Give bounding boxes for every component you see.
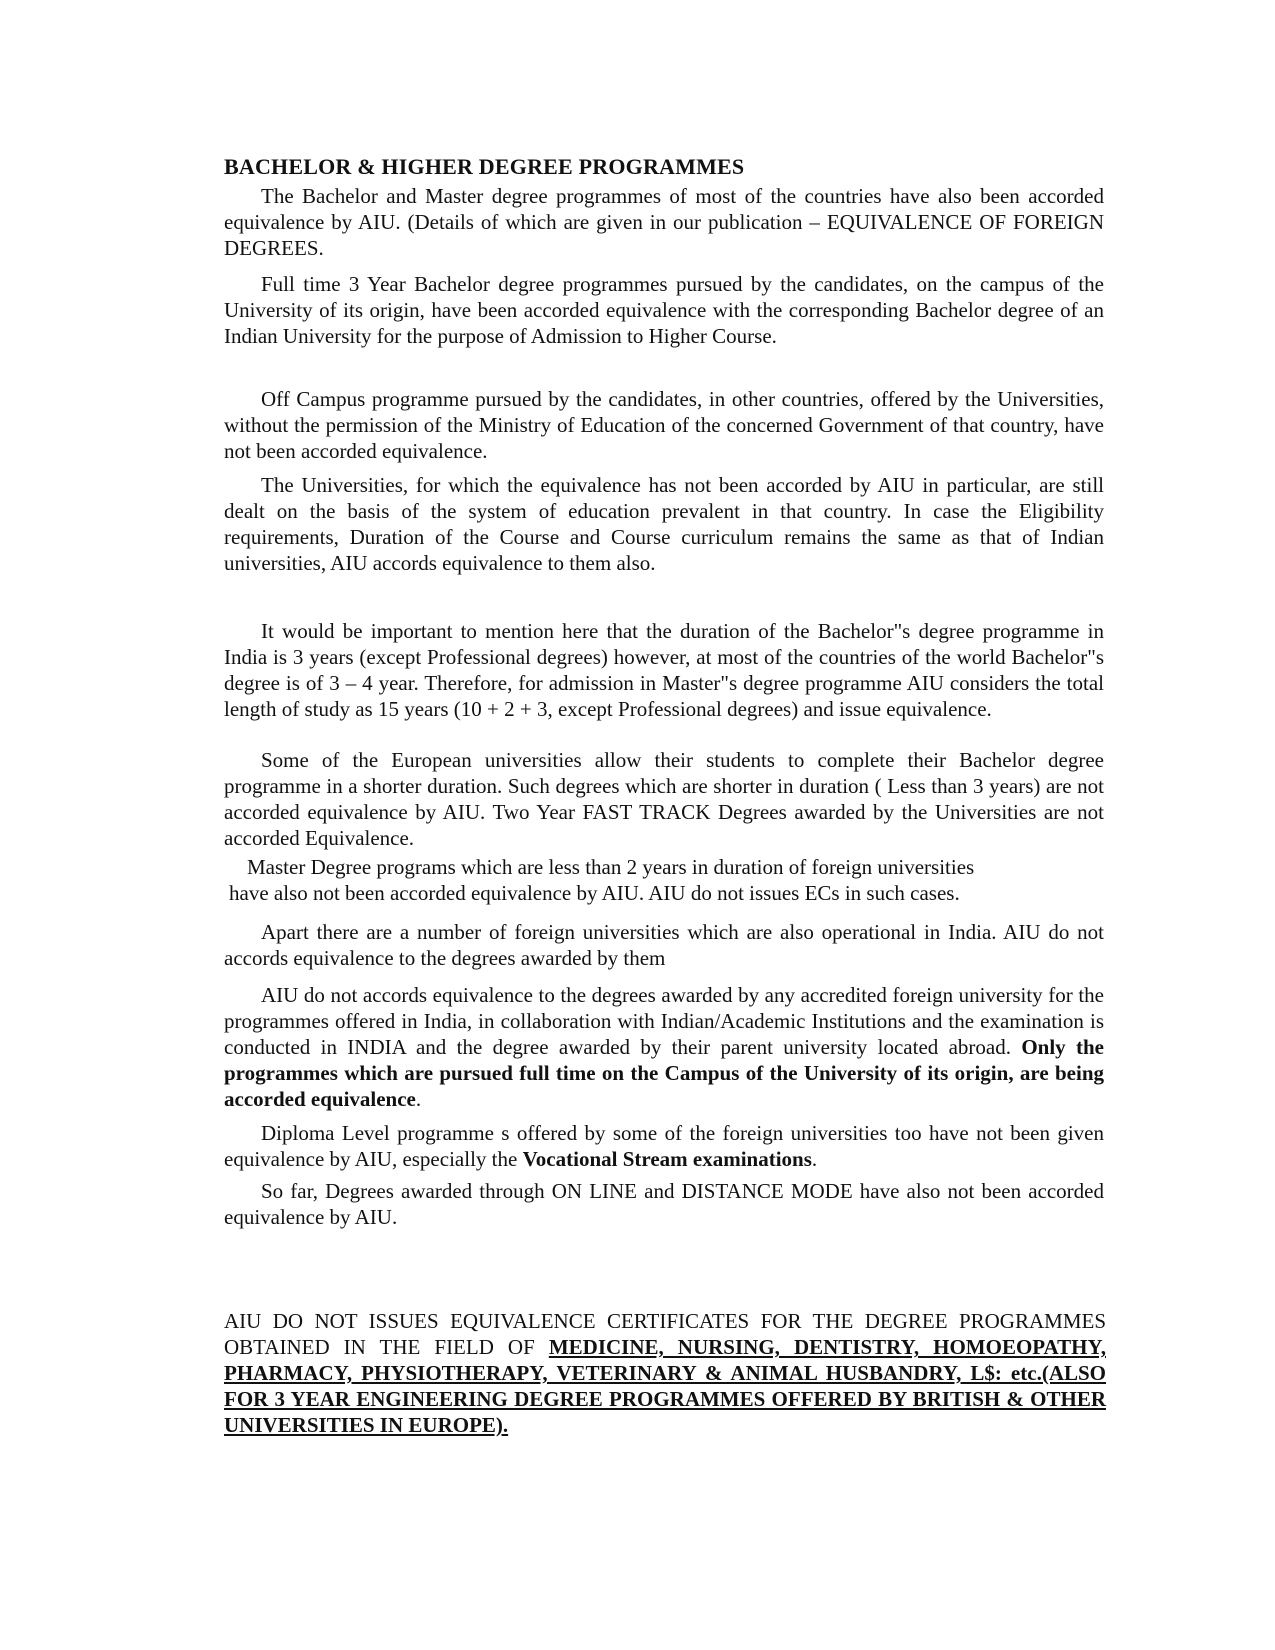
page-title: BACHELOR & HIGHER DEGREE PROGRAMMES [224, 154, 745, 179]
paragraph-european-shorter-degrees: Some of the European universities allow their students to complete their Bachelor degree programme in a shorter duration. Such degrees which are shorter in duration ( Less than 3 years) are not accorded equivalence by AIU. Two Year FAST TRACK Degrees awarded by the Universities are not accorded Equivalence. [224, 748, 1104, 850]
paragraph-off-campus: Off Campus programme pursued by the candidates, in other countries, offered by the Universities, without the permission of the Ministry of Education of the concerned Government of that country, have not been accorded equivalence. [224, 387, 1104, 463]
collaboration-emphasis: Only the programmes which are pursued full time on the Campus of the University of its origin, are being accorded equivalence [224, 1035, 1105, 1111]
paragraph-master-degree-line-1: Master Degree programs which are less than 2 years in duration of foreign universities [247, 855, 975, 879]
notice-no-certificates [224, 1308, 1106, 1438]
paragraph-diploma-level [224, 1120, 1104, 1172]
diploma-period: . [811, 1147, 818, 1171]
diploma-text: Diploma Level programme s offered by some of the foreign universities too have not been given equivalence by AIU, especially the [224, 1121, 1104, 1171]
paragraph-equivalence-intro: The Bachelor and Master degree programmes of most of the countries have also been accorded equivalence by AIU. (Details of which are given in our publication – EQUIVALENCE OF FOREIGN DEGREES. [224, 184, 1104, 260]
paragraph-non-accorded-universities: The Universities, for which the equivalence has not been accorded by AIU in particular, are still dealt on the basis of the system of education prevalent in that country. In case the Eligibility requirements, Duration of the Course and Course curriculum remains the same as that of Indian universities, AIU accords equivalence to them also. [224, 473, 1104, 575]
paragraph-collaboration [224, 982, 1104, 1112]
collaboration-text: AIU do not accords equivalence to the degrees awarded by any accredited foreign university for the programmes offered in India, in collaboration with Indian/Academic Institutions and the examination is conducted in INDIA and the degree awarded by their parent university located abroad. [224, 983, 1104, 1059]
paragraph-foreign-in-india: Apart there are a number of foreign universities which are also operational in India. AIU do not accords equivalence to the degrees awarded by them [224, 920, 1104, 970]
notice-text: AIU DO NOT ISSUES EQUIVALENCE CERTIFICATES FOR THE DEGREE PROGRAMMES OBTAINED IN THE FIELD OF [224, 1309, 1106, 1359]
paragraph-online-distance: So far, Degrees awarded through ON LINE and DISTANCE MODE have also not been accorded equivalence by AIU. [224, 1179, 1104, 1229]
paragraph-duration-bachelor: It would be important to mention here that the duration of the Bachelor"s degree programme in India is 3 years (except Professional degrees) however, at most of the countries of the world Bachelor"s degree is of 3 – 4 year. Therefore, for admission in Master"s degree programme AIU considers the total length of study as 15 years (10 + 2 + 3, except Professional degrees) and issue equivalence. [224, 619, 1104, 721]
diploma-emphasis: Vocational Stream examinations [522, 1147, 812, 1171]
paragraph-full-time-bachelor: Full time 3 Year Bachelor degree programmes pursued by the candidates, on the campus of the University of its origin, have been accorded equivalence with the corresponding Bachelor degree of an Indian University for the purpose of Admission to Higher Course. [224, 272, 1104, 348]
paragraph-master-degree-line-2: have also not been accorded equivalence by AIU. AIU do not issues ECs in such cases. [229, 881, 960, 905]
collaboration-period: . [415, 1087, 422, 1111]
notice-fields-list: MEDICINE, NURSING, DENTISTRY, HOMOEOPATHY, PHARMACY, PHYSIOTHERAPY, VETERINARY & ANIMAL HUSBANDRY, L$: etc.(ALSO FOR 3 YEAR ENGINEERING DEGREE PROGRAMMES OFFERED BY BRITISH & OTHER UNIVERSITIES IN EUROPE). [224, 1335, 1106, 1437]
